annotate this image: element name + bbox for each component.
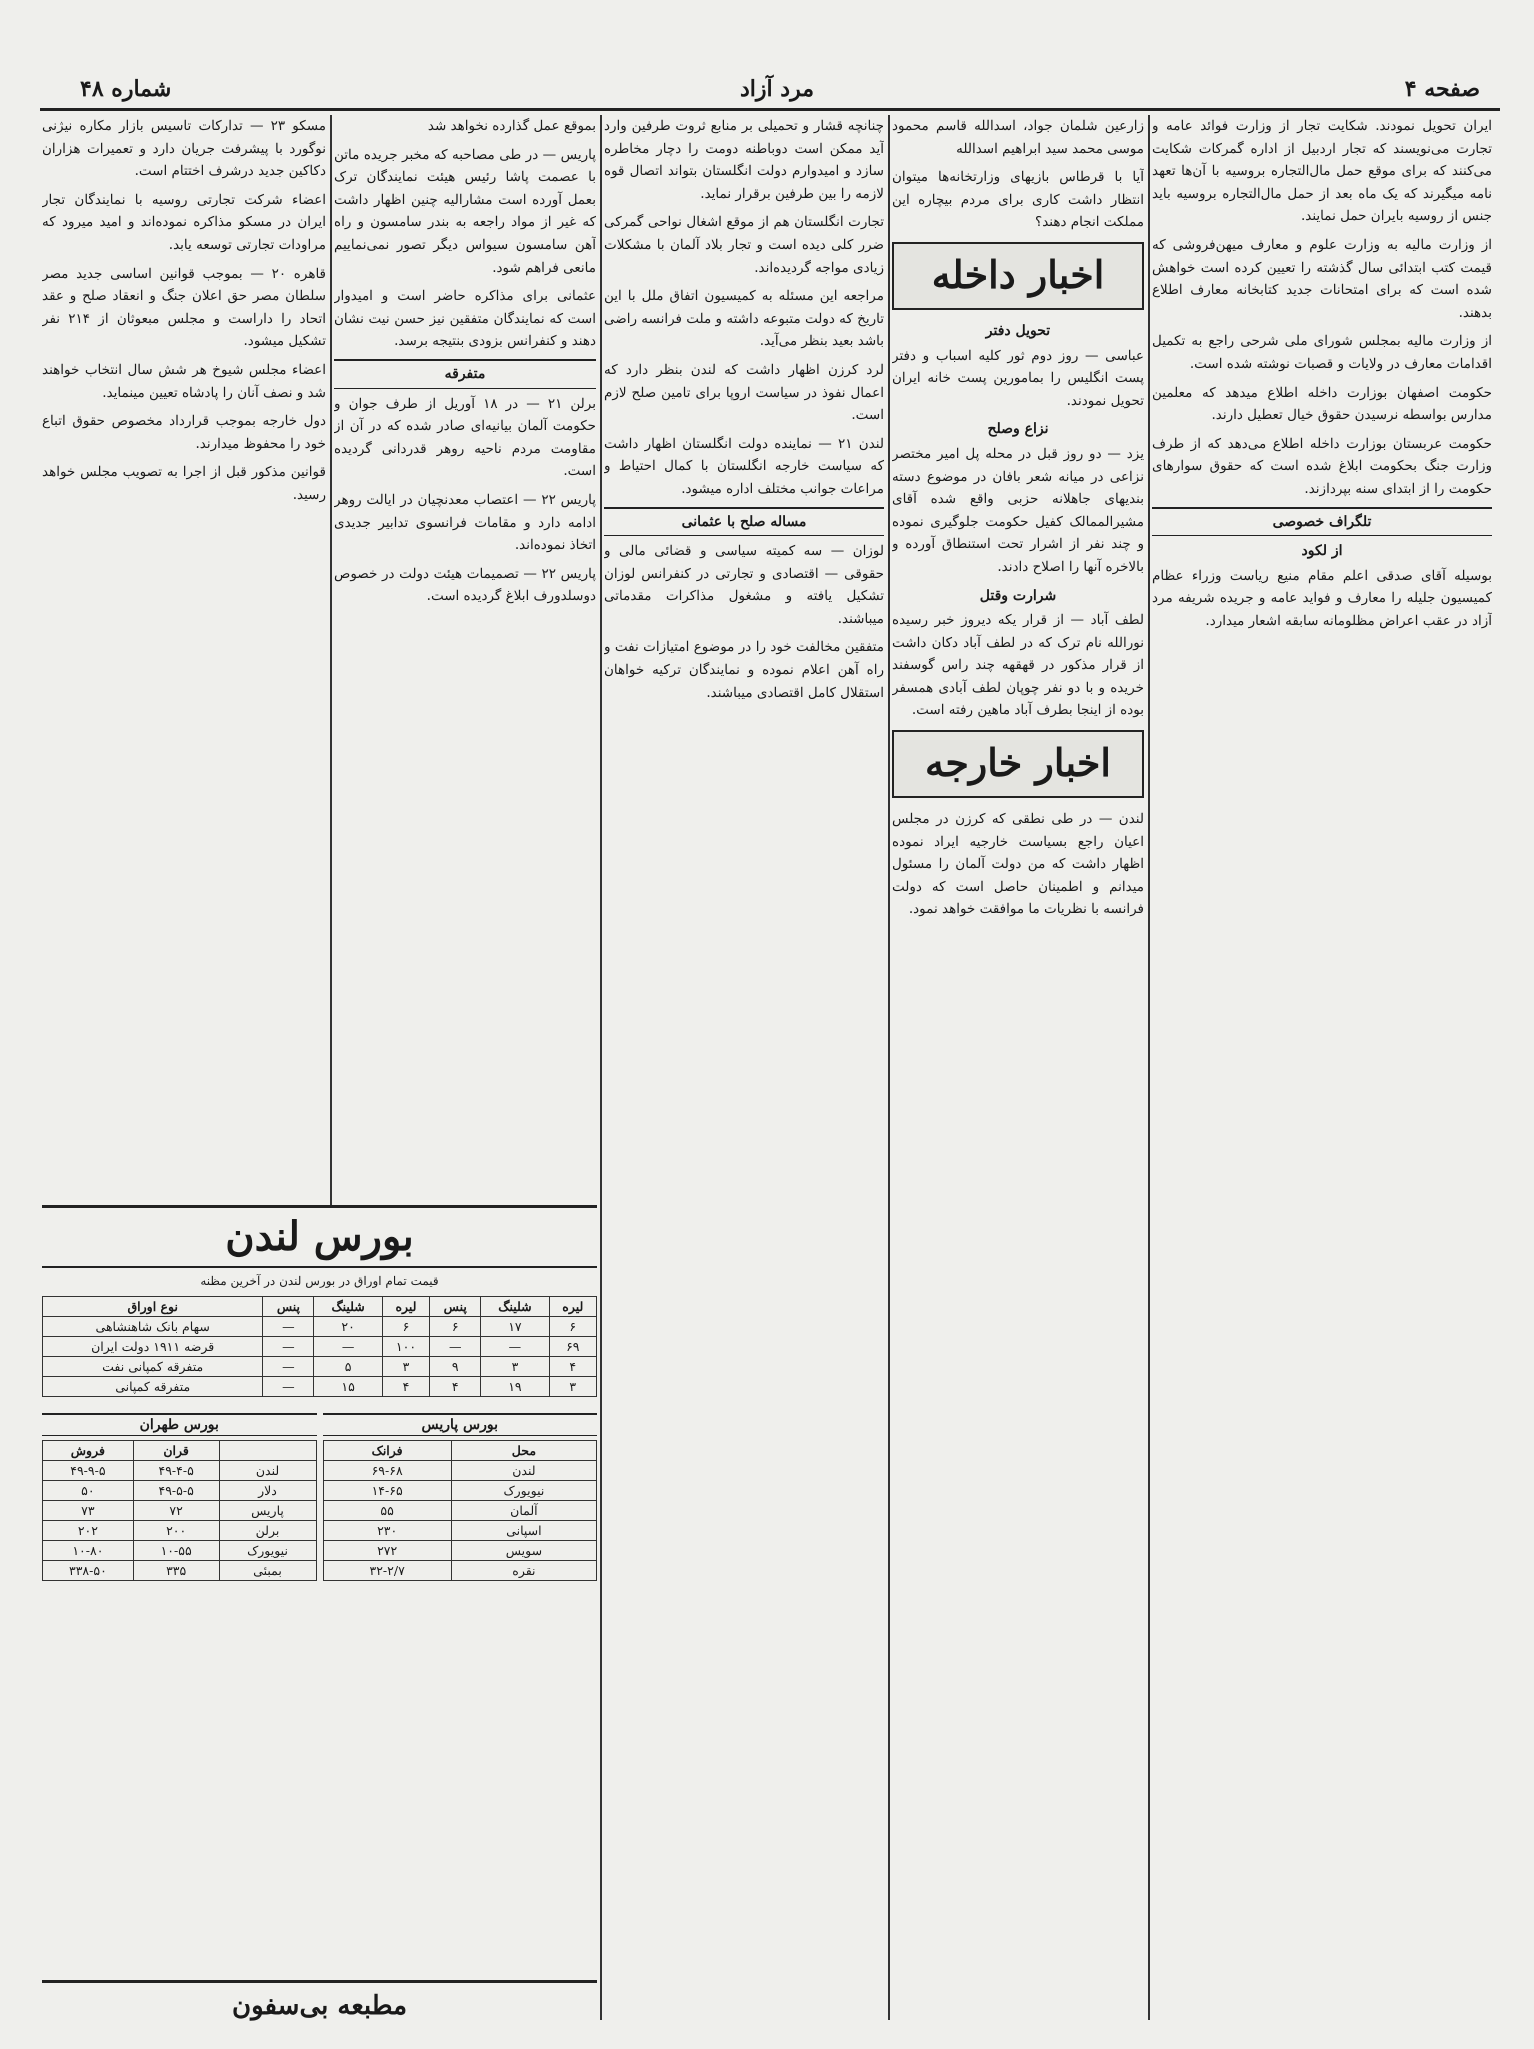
article: ایران تحویل نمودند. شکایت تجار از وزارت فوائد عامه و تجارت می‌نویسند که تجار اردبیل از اداره گمرکات شکایت می‌کنند که برای موقع حمل مال‌التجاره بروسیه با آن‌ها تعهد نامه میگیرند که یک ماه بعد از حمل مال‌التجاره بروسیه باید جنس از روسیه بایران حمل نمایند. (1152, 118, 1492, 225)
article: یزد — دو روز قبل در محله پل امیر مختصر نزاعی در میانه شعر بافان در موضوع دسته بندیهای جاهلانه حزبی واقع شده آقای مشیرالممالک کفیل حکومت جلوگیری نموده و چند نفر از اشرار تحت استنطاق آورده و بالاخره آنها را اصلاح دادند. (892, 445, 1144, 575)
table-cell: ۵۰ (43, 1481, 134, 1501)
table-cell: ۶۹-۶۸ (323, 1461, 451, 1481)
table-header: لیره (382, 1297, 429, 1317)
table-cell: ۱۷ (481, 1317, 549, 1337)
article: پاریس ۲۲ — تصمیمات هیئت دولت در خصوص دوسلدورف ابلاغ گردیده است. (334, 565, 596, 605)
table-cell: ۲۰ (314, 1317, 382, 1337)
article: بموقع عمل گذارده نخواهد شد (427, 118, 596, 134)
table-cell: نقره (451, 1561, 596, 1581)
article: زارعین شلمان جواد، اسدالله قاسم محمود موسی محمد سید ابراهیم اسدالله (892, 118, 1144, 157)
article: اعضاء مجلس شیوخ هر شش سال انتخاب خواهند شد و نصف آنان را پادشاه تعیین مینماید. (42, 361, 326, 401)
article: لطف آباد — از قرار یکه دیروز خبر رسیده نورالله نام ترک که در لطف آباد دکان داشت از قرار مذکور در قهقهه چند راس گوسفند خریده و با دو نفر چوپان لطف آبادی همسفر بوده از اینجا بطرف آباد ماهین رفته است. (892, 612, 1144, 719)
paris-bourse-table (323, 1440, 598, 1581)
table-header: پنس (263, 1297, 314, 1317)
table-cell: ۴۹-۴-۵ (133, 1461, 219, 1481)
table-header (219, 1441, 316, 1461)
printer-name: مطبعه بی‌سفون (42, 1980, 597, 2033)
masthead (40, 68, 1500, 111)
table-row (43, 1337, 597, 1357)
article: تجارت انگلستان هم از موقع اشغال نواحی گمرکی ضرر کلی دیده است و تجار بلاد آلمان با مشکلات زیادی مواجه گردیده‌اند. (604, 214, 884, 276)
table-header: فرانک (323, 1441, 451, 1461)
article: لرد کرزن اظهار داشت که لندن بنظر دارد که اعمال نفوذ در سیاست اروپا برای تامین صلح لازم است. (604, 361, 884, 424)
column-4 (334, 115, 596, 1195)
table-cell: آلمان (451, 1501, 596, 1521)
table-cell: ۶ (549, 1317, 596, 1337)
table-cell: ۵۵ (323, 1501, 451, 1521)
column-3 (604, 115, 884, 2035)
table-row (323, 1561, 597, 1581)
table-row (43, 1481, 317, 1501)
table-cell: ۶ (382, 1317, 429, 1337)
article: پاریس ۲۲ — اعتصاب معدنچیان در ایالت روهر ادامه دارد و مقامات فرانسوی تدابیر جدیدی اتخاذ نموده‌اند. (334, 491, 596, 554)
table-cell: ۵ (314, 1357, 382, 1377)
table-cell: ۷۳ (43, 1501, 134, 1521)
table-header: شلینگ (481, 1297, 549, 1317)
table-row (323, 1481, 597, 1501)
table-cell: ۴ (382, 1377, 429, 1397)
table-cell: — (481, 1337, 549, 1357)
article: عباسی — روز دوم ثور کلیه اسباب و دفتر پست انگلیس را بمامورین پست خانه ایران تحویل نمودند. (892, 347, 1144, 409)
table-cell: ۱۰۰ (382, 1337, 429, 1357)
paper-name: مرد آزاد (740, 76, 815, 102)
table-cell: ۳ (481, 1357, 549, 1377)
column-5 (42, 115, 326, 1195)
column-1 (1152, 115, 1492, 2035)
table-row (43, 1561, 317, 1581)
article: مسکو ۲۳ — تدارکات تاسیس بازار مکاره نیژنی نوگورد با پیشرفت جریان دارد و تعمیرات هزاران دکاکین جدید درشرف اختتام است. (42, 118, 326, 180)
article: دول خارجه بموجب قرارداد مخصوص حقوق اتباع خود را محفوظ میدارند. (42, 413, 326, 452)
table-cell: — (263, 1337, 314, 1357)
table-cell: — (263, 1317, 314, 1337)
table-row (323, 1501, 597, 1521)
table-cell: ۶۹ (549, 1337, 596, 1357)
table-cell: برلن (219, 1521, 316, 1541)
table-cell: ۱۰-۸۰ (43, 1541, 134, 1561)
table-cell: ۴ (549, 1357, 596, 1377)
table-cell: ۱۴-۶۵ (323, 1481, 451, 1501)
subheading: شرارت وقتل (979, 587, 1057, 604)
article: آیا با قرطاس بازیهای وزارتخانه‌ها میتوان انتظار داشت کاری برای مردم بیچاره این مملکت انجام دهند؟ (892, 169, 1144, 231)
article: مراجعه این مسئله به کمیسیون اتفاق ملل با این تاریخ که دولت متبوعه داشته و ملت فرانسه راضی باشد بعید بنظر می‌آید. (604, 288, 884, 350)
article: برلن ۲۱ — در ۱۸ آوریل از طرف جوان و حکومت آلمان بیانیه‌ای صادر شده که در آن از مقاومت مردم ناحیه روهر قدردانی گردیده است. (334, 395, 596, 480)
table-header: پنس (430, 1297, 481, 1317)
table-header: نوع اوراق (43, 1297, 263, 1317)
table-cell: سهام بانک شاهنشاهی (43, 1317, 263, 1337)
table-cell: نیویورک (451, 1481, 596, 1501)
tehran-bourse-title: بورس طهران (42, 1413, 317, 1436)
table-header: شلینگ (314, 1297, 382, 1317)
column-rule (600, 115, 602, 2020)
table-cell: متفرقه کمپانی (43, 1377, 263, 1397)
table-cell: ۹ (430, 1357, 481, 1377)
table-header: محل (451, 1441, 596, 1461)
table-header: فروش (43, 1441, 134, 1461)
table-cell: اسپانی (451, 1521, 596, 1541)
article: حکومت اصفهان بوزارت داخله اطلاع میدهد که معلمین مدارس بواسطه نرسیدن حقوق خیال تعطیل دارند. (1152, 384, 1492, 424)
issue-number: شماره ۴۸ (80, 76, 172, 102)
table-cell: قرضه ۱۹۱۱ دولت ایران (43, 1337, 263, 1357)
page-number: صفحه ۴ (1404, 76, 1480, 102)
article: قوانین مذکور قبل از اجرا به تصویب مجلس خواهد رسید. (42, 464, 326, 503)
telegram-subtitle: از لکود (1301, 543, 1343, 560)
bourse-title: بورس لندن (42, 1205, 597, 1268)
tehran-bourse (42, 1407, 317, 1581)
table-header: لیره (549, 1297, 596, 1317)
article: متفقین مخالفت خود را در موضوع امتیازات نفت و راه آهن اعلام نموده و نمایندگان ترکیه خواهان استقلال کامل اقتصادی میباشند. (604, 639, 884, 701)
table-cell: ۲۰۰ (133, 1521, 219, 1541)
table-row (323, 1461, 597, 1481)
table-row (43, 1461, 317, 1481)
article: بوسیله آقای صدقی اعلم مقام منیع ریاست وزراء عظام کمیسیون جلیله را معارف و فواید عامه و جریده شریفه مرد آزاد در عقب اعراض مظلومانه سابقه اشعار میدارد. (1152, 567, 1492, 629)
table-cell: ۲۰۲ (43, 1521, 134, 1541)
table-cell: ۳ (382, 1357, 429, 1377)
section-heading-domestic: اخبار داخله (892, 242, 1144, 310)
box-title: مساله صلح با عثمانی (604, 507, 884, 537)
section-heading-foreign: اخبار خارجه (892, 730, 1144, 798)
table-cell: ۶ (430, 1317, 481, 1337)
table-cell: ۲۷۲ (323, 1541, 451, 1561)
table-cell: ۳۲-۲/۷ (323, 1561, 451, 1581)
paris-bourse (323, 1407, 598, 1581)
table-cell: ۳۳۸-۵۰ (43, 1561, 134, 1581)
article: عثمانی برای مذاکره حاضر است و امیدوار است که نمایندگان متفقین نیز حسن نیت نشان دهند و کنفرانس بزودی بنتیجه برسد. (334, 288, 596, 350)
table-row (43, 1317, 597, 1337)
tehran-bourse-table (42, 1440, 317, 1581)
table-cell: بمبئی (219, 1561, 316, 1581)
bourse-section (42, 1205, 597, 2030)
column-2 (892, 115, 1144, 2035)
table-cell: — (263, 1377, 314, 1397)
table-cell: سویس (451, 1541, 596, 1561)
table-cell: دلار (219, 1481, 316, 1501)
table-cell: لندن (451, 1461, 596, 1481)
table-row (43, 1521, 317, 1541)
column-rule (888, 115, 890, 2020)
article: لندن — در طی نطقی که کرزن در مجلس اعیان راجع بسیاست خارجیه ایراد نموده اظهار داشت که من دولت آلمان را مسئول میدانم و اطمینان حاصل است که دولت فرانسه با نظریات ما موافقت خواهد نمود. (892, 811, 1144, 918)
table-row (323, 1521, 597, 1541)
table-cell: ۳ (549, 1377, 596, 1397)
table-cell: ۴ (430, 1377, 481, 1397)
paris-bourse-title: بورس پاریس (323, 1413, 598, 1436)
article: از وزارت مالیه به وزارت علوم و معارف میهن‌فروشی که قیمت کتب ابتدائی سال گذشته را تعیین کرده است خواهش شده است که برای امتحانات جدید کتابخانه معارف اطلاع بدهند. (1152, 236, 1492, 321)
table-cell: ۱۹ (481, 1377, 549, 1397)
bourse-note: قیمت تمام اوراق در بورس لندن در آخرین مظنه (200, 1274, 439, 1288)
article: از وزارت مالیه بمجلس شورای ملی شرحی راجع به تکمیل اقدامات معارف در ولایات و قصبات نوشته شده است. (1152, 333, 1492, 372)
article: اعضاء شرکت تجارتی روسیه با نمایندگان تجار ایران در مسکو مذاکره نموده‌اند و امید میرود که مراودات تجارتی توسعه یابد. (42, 191, 326, 253)
table-cell: ۷۲ (133, 1501, 219, 1521)
table-row (43, 1541, 317, 1561)
subheading: نزاع وصلح (987, 421, 1049, 438)
table-cell: نیویورک (219, 1541, 316, 1561)
table-row (43, 1377, 597, 1397)
table-row (43, 1357, 597, 1377)
table-cell: ۱۵ (314, 1377, 382, 1397)
article: لندن ۲۱ — نماینده دولت انگلستان اظهار داشت که سیاست خارجه انگلستان با کمال احتیاط و مراعات جوانب مختلف اداره میشود. (604, 435, 884, 497)
table-cell: ۱۰-۵۵ (133, 1541, 219, 1561)
table-cell: — (314, 1337, 382, 1357)
article: حکومت عربستان بوزارت داخله اطلاع می‌دهد که از طرف وزارت جنگ بحکومت ابلاغ شده است که حقوق سوارهای حکومت را از ابتدای سنه بپردازند. (1152, 435, 1492, 497)
subheading: تحویل دفتر (985, 322, 1051, 339)
table-cell: — (263, 1357, 314, 1377)
table-header: قران (133, 1441, 219, 1461)
table-row (323, 1541, 597, 1561)
table-cell: ۳۳۵ (133, 1561, 219, 1581)
table-cell: پاریس (219, 1501, 316, 1521)
table-cell: ۲۳۰ (323, 1521, 451, 1541)
article: پاریس — در طی مصاحبه که مخبر جریده ماتن با عصمت پاشا رئیس هیئت نمایندگان ترک بعمل آورده است مشارالیه چنین اظهار داشت که غیر از مواد راجعه به بندر سامسون و راه آهن سامسون سیواس دیگر تصور نمی‌نماییم مانعی فراهم شود. (334, 146, 596, 276)
table-cell: — (430, 1337, 481, 1357)
table-cell: ۴۹-۹-۵ (43, 1461, 134, 1481)
london-bourse-table (42, 1296, 597, 1397)
table-row (43, 1501, 317, 1521)
article: چنانچه قشار و تحمیلی بر منابع ثروت طرفین وارد آید ممکن است دوباطنه دومت را دچار مخاطره سازد و امیدوارم دولت انگلستان بتواند اتصال قوه لازمه را بین طرفین برقرار نماید. (604, 118, 884, 202)
table-cell: متفرقه کمپانی نفت (43, 1357, 263, 1377)
telegram-title: تلگراف خصوصی (1152, 507, 1492, 537)
column-rule (330, 115, 332, 1205)
table-cell: ۴۹-۵-۵ (133, 1481, 219, 1501)
table-cell: لندن (219, 1461, 316, 1481)
article: قاهره ۲۰ — بموجب قوانین اساسی جدید مصر سلطان مصر حق اعلان جنگ و انعقاد صلح و عقد اتحاد را داراست و مجلس مبعوثان از ۲۱۴ نفر تشکیل میشود. (42, 265, 326, 350)
column-rule (1148, 115, 1150, 2020)
article: لوزان — سه کمیته سیاسی و قضائی مالی و حقوقی — اقتصادی و تجارتی در کنفرانس لوزان تشکیل یافته و مشغول مذاکرات مقدماتی میباشند. (604, 543, 884, 627)
subheading: متفرقه (334, 359, 596, 389)
